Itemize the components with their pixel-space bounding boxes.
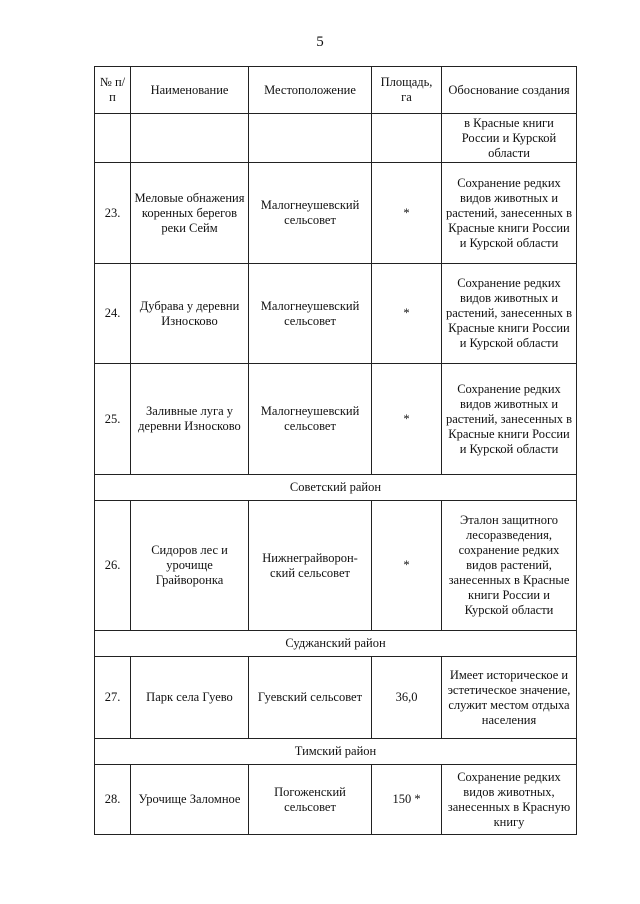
table-row [95, 765, 577, 835]
section-row-timsky [95, 739, 577, 765]
basis-cell: Имеет историческое и эстетическое значение, служит местом отдыха населения [442, 657, 577, 739]
page-number: 5 [316, 34, 324, 50]
num-cell: 28. [95, 765, 131, 835]
location-cell: Погоженский сельсовет [249, 765, 372, 835]
basis-cell: Сохранение редких видов животных, занесенных в Красную книгу [442, 765, 577, 835]
area-cell: * [372, 163, 442, 264]
location-cell: Малогнеушевский сельсовет [249, 364, 372, 475]
num-cell: 23. [95, 163, 131, 264]
header-basis: Обоснование создания [442, 67, 577, 114]
name-cell: Парк села Гуево [131, 657, 249, 739]
header-name: Наименование [131, 67, 249, 114]
location-cell: Гуевский сельсовет [249, 657, 372, 739]
table-row [95, 657, 577, 739]
table-row [95, 364, 577, 475]
location-cell: Нижнеграйворон-ский сельсовет [249, 501, 372, 631]
location-cell: Малогнеушевский сельсовет [249, 163, 372, 264]
num-cell: 25. [95, 364, 131, 475]
header-area: Площадь, га [372, 67, 442, 114]
table-header-row [95, 67, 577, 114]
num-cell: 24. [95, 264, 131, 364]
section-row-sudzhansky [95, 631, 577, 657]
section-title: Советский район [95, 475, 577, 501]
section-row-sovetsky [95, 475, 577, 501]
table-row [95, 163, 577, 264]
header-location: Местоположение [249, 67, 372, 114]
header-num: № п/п [95, 67, 131, 114]
table-row-continuation [95, 114, 577, 163]
location-cell: Малогнеушевский сельсовет [249, 264, 372, 364]
name-cell: Меловые обнажения коренных берегов реки Сейм [131, 163, 249, 264]
basis-cell: Эталон защитного лесоразведения, сохранение редких видов растений, занесенных в Красные книги России и Курской области [442, 501, 577, 631]
area-cell: * [372, 501, 442, 631]
nature-monuments-table [94, 66, 577, 835]
num-cell: 26. [95, 501, 131, 631]
name-cell: Заливные луга у деревни Износково [131, 364, 249, 475]
area-cell: * [372, 364, 442, 475]
table-row [95, 264, 577, 364]
name-cell: Дубрава у деревни Износково [131, 264, 249, 364]
basis-cell: в Красные книги России и Курской области [442, 114, 577, 163]
name-cell: Урочище Заломное [131, 765, 249, 835]
name-cell: Сидоров лес и урочище Грайворонка [131, 501, 249, 631]
area-cell: * [372, 264, 442, 364]
section-title: Суджанский район [95, 631, 577, 657]
num-cell: 27. [95, 657, 131, 739]
table-row [95, 501, 577, 631]
section-title: Тимский район [95, 739, 577, 765]
basis-cell: Сохранение редких видов животных и растений, занесенных в Красные книги России и Курской области [442, 264, 577, 364]
basis-cell: Сохранение редких видов животных и растений, занесенных в Красные книги России и Курской области [442, 163, 577, 264]
basis-cell: Сохранение редких видов животных и растений, занесенных в Красные книги России и Курской области [442, 364, 577, 475]
area-cell: 36,0 [372, 657, 442, 739]
area-cell: 150 * [372, 765, 442, 835]
